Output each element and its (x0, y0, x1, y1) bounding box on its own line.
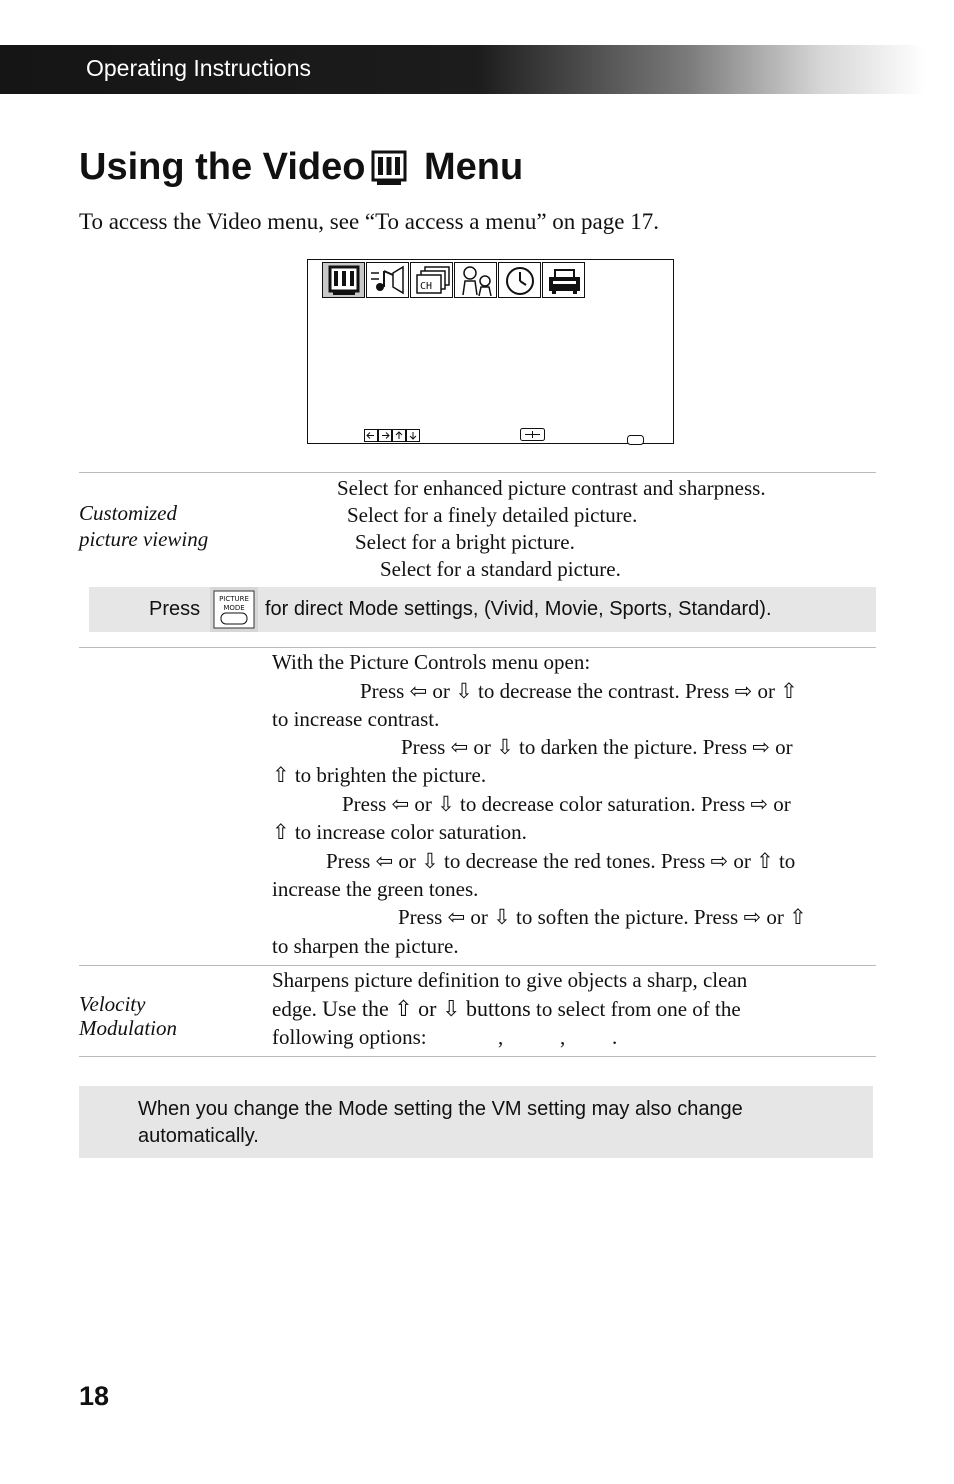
intro-text: To access the Video menu, see “To access a menu” on page 17. (79, 209, 659, 234)
parent-icon (454, 262, 497, 298)
vm-text-line: Sharpens picture definition to give objects a sharp, clean (272, 968, 748, 992)
move-arrows-icon (364, 429, 424, 447)
select-button-icon (520, 428, 546, 447)
channel-icon (410, 262, 453, 298)
hue-control-line: Press ⇦ or ⇩ to decrease the red tones. Press ⇨ or ⇧ to (326, 849, 796, 873)
table-rule (79, 647, 876, 648)
sharpness-control-line: to sharpen the picture. (272, 934, 459, 958)
vm-separator: , (560, 1025, 566, 1049)
vm-description: Velocity Modulation (79, 992, 177, 1040)
page-number: 18 (79, 1381, 110, 1411)
vm-separator: , (498, 1025, 504, 1049)
page-title-suffix: Menu (424, 146, 524, 188)
vm-text-line: edge. Use the ⇧ or ⇩ buttons to select from one of the (272, 996, 741, 1021)
tip-press: Press (149, 598, 201, 620)
tip-box (89, 587, 876, 632)
page-title: Using the Video (79, 146, 366, 188)
table-rule (79, 1056, 876, 1057)
picture-mode-label-1: PICTURE (219, 595, 249, 603)
section-header: Operating Instructions (86, 55, 312, 81)
picture-mode-button-icon (210, 587, 258, 632)
exit-button-icon (627, 433, 645, 451)
audio-icon (366, 262, 409, 298)
picture-control-line: Press ⇦ or ⇩ to decrease the contrast. Press ⇨ or ⇧ (360, 679, 798, 703)
picture-control-line: to increase contrast. (272, 707, 440, 731)
video-menu-icon (371, 150, 407, 186)
vm-text-line: following options: (272, 1025, 427, 1049)
mode-description: Customized picture viewing (79, 501, 209, 551)
mode-option-vivid: Select for enhanced picture contrast and sharpness. (337, 476, 766, 500)
brightness-control-line: Press ⇦ or ⇩ to darken the picture. Press ⇨ or (401, 735, 793, 759)
sharpness-control-line: Press ⇦ or ⇩ to soften the picture. Press ⇨ or ⇧ (398, 905, 807, 929)
table-rule (79, 472, 876, 473)
color-control-line: ⇧ to increase color saturation. (272, 820, 527, 844)
color-control-line: Press ⇦ or ⇩ to decrease color saturation. Press ⇨ or (342, 792, 791, 816)
mode-option-sports: Select for a bright picture. (355, 530, 575, 554)
picture-mode-label-2: MODE (223, 604, 245, 612)
menu-screen-illustration (307, 259, 674, 444)
video-icon (322, 262, 365, 298)
brightness-control-line: ⇧ to brighten the picture. (272, 763, 487, 787)
svg-text:CH: CH (420, 281, 433, 292)
setup-icon (542, 262, 585, 298)
vm-end: . (612, 1025, 618, 1049)
mode-option-movie: Select for a finely detailed picture. (347, 503, 638, 527)
controls-intro: With the Picture Controls menu open: (272, 650, 591, 674)
timer-icon (498, 262, 541, 298)
mode-option-standard: Select for a standard picture. (380, 557, 621, 581)
tip-text: for direct Mode settings, (Vivid, Movie, Sports, Standard). (265, 598, 772, 620)
hue-control-line: increase the green tones. (272, 877, 479, 901)
table-rule (79, 965, 876, 966)
note-box (79, 1086, 873, 1158)
note-text: When you change the Mode setting the VM setting may also change automatically. (138, 1098, 743, 1147)
